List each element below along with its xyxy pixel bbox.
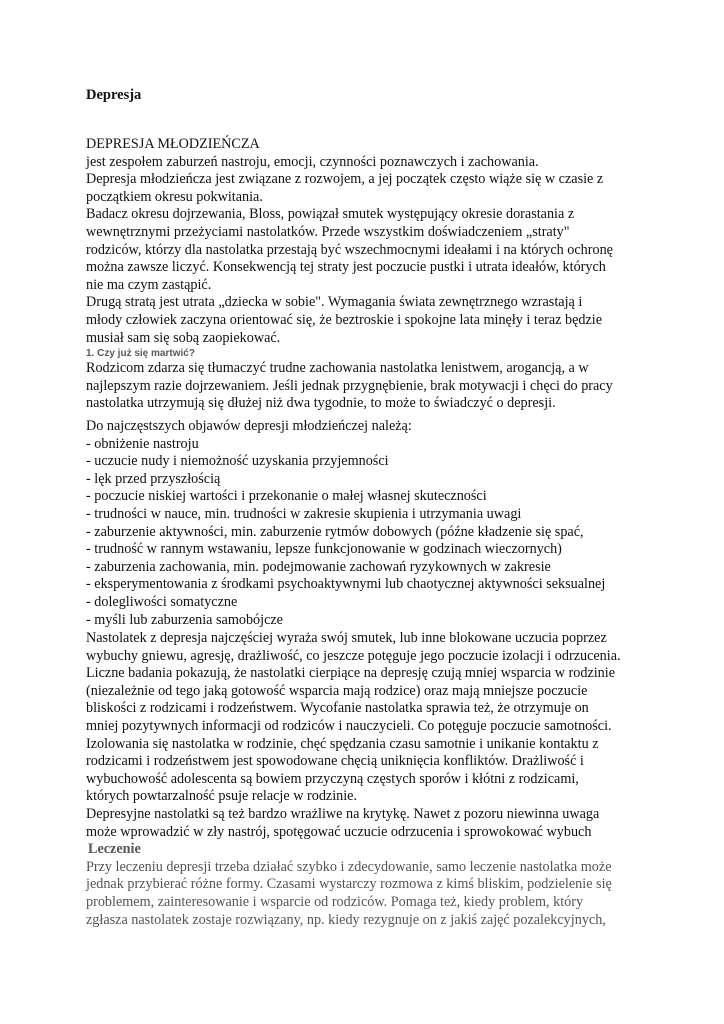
intro-line: jest zespołem zaburzeń nastroju, emocji, czynności poznawczych i zachowania. xyxy=(86,153,539,170)
intro-line: można zawsze liczyć. Konsekwencją tej straty jest poczucie pustki i utrata ideałów, których xyxy=(86,259,606,276)
worry-line: nastolatka utrzymują się dłużej niż dwa tygodnie, to może to świadczyć o depresji. xyxy=(86,395,556,412)
teen-line: mniej pozytywnych informacji od rodziców i nauczycieli. Co potęguje poczucie samotności. xyxy=(86,717,612,734)
intro-line: rodziców, którzy dla nastolatka przestają być wszechmocnymi ideałami i na których ochronę xyxy=(86,241,613,258)
intro-section xyxy=(86,136,666,413)
symptom-item: - trudności w nauce, min. trudności w zakresie skupienia i utrzymania uwagi xyxy=(86,505,522,522)
document-title: Depresja xyxy=(86,87,142,103)
teen-line: (niezależnie od tego jaką gotowość wsparcia mają rodzice) oraz mają mniejsze poczucie xyxy=(86,682,588,699)
symptom-item: - trudność w rannym wstawaniu, lepsze funkcjonowanie w godzinach wieczornych) xyxy=(86,541,562,558)
intro-line: początkiem okresu pokwitania. xyxy=(86,188,263,205)
symptom-item: - myśli lub zaburzenia samobójcze xyxy=(86,611,283,628)
teen-line: Izolowania się nastolatka w rodzinie, chęć spędzania czasu samotnie i unikanie kontaktu z xyxy=(86,735,599,752)
worry-line: Rodzicom zdarza się tłumaczyć trudne zachowania nastolatka lenistwem, arogancją, a w xyxy=(86,360,589,377)
symptom-item: - zaburzenie aktywności, min. zaburzenie rytmów dobowych (późne kładzenie się spać, xyxy=(86,523,584,540)
teen-line: rodzicami i rodzeństwem jest spowodowane chęcią uniknięcia konfliktów. Drażliwość i xyxy=(86,753,584,770)
intro-line: musiał sam się sobą zaopiekować. xyxy=(86,329,281,346)
symptom-item: - zaburzenia zachowania, min. podejmowanie zachowań ryzykownych w zakresie xyxy=(86,558,551,575)
intro-line: Depresja młodzieńcza jest związane z rozwojem, a jej początek często wiąże się w czasie z xyxy=(86,171,604,188)
intro-line: Badacz okresu dojrzewania, Bloss, powiązał smutek występujący okresie dorastania z xyxy=(86,206,575,223)
intro-line: nie ma czym zastąpić. xyxy=(86,276,212,293)
symptom-item: - eksperymentowania z środkami psychoaktywnymi lub chaotycznej aktywności seksualnej xyxy=(86,576,606,593)
teen-line: wybuchy gniewu, agresję, drażliwość, co jeszcze potęguje jego poczucie izolacji i odrzucenia. xyxy=(86,647,621,664)
teen-line: Depresyjne nastolatki są też bardzo wrażliwe na krytykę. Nawet z pozoru niewinna uwaga xyxy=(86,805,600,822)
symptom-item: - obniżenie nastroju xyxy=(86,435,199,452)
intro-line: wewnętrznymi przeżyciami nastolatków. Przede wszystkim doświadczeniem „straty" xyxy=(86,223,570,240)
teen-line: Nastolatek z depresja najczęściej wyraża swój smutek, lub inne blokowane uczucia poprzez xyxy=(86,630,607,646)
teen-line: wybuchowość adolescenta są bowiem przyczyną częstych sporów i kłótni z rodzicami, xyxy=(86,770,579,787)
intro-line: młody człowiek zaczyna orientować się, że beztroskie i spokojne lata minęły i teraz będzie xyxy=(86,311,603,328)
worry-line: najlepszym razie dojrzewaniem. Jeśli jednak przygnębienie, brak motywacji i chęci do pracy xyxy=(86,377,613,394)
symptom-item: - dolegliwości somatyczne xyxy=(86,593,238,610)
treatment-line: jednak przybierać różne formy. Czasami wystarczy rozmowa z kimś bliskim, podzielenie się xyxy=(86,876,612,893)
treatment-heading: Leczenie xyxy=(88,841,141,858)
symptoms-intro: Do najczęstszych objawów depresji młodzieńczej należą: xyxy=(86,418,412,434)
section-heading: DEPRESJA MŁODZIEŃCZA xyxy=(86,136,260,152)
symptom-item: - lęk przed przyszłością xyxy=(86,470,221,487)
treatment-line: Przy leczeniu depresji trzeba działać szybko i zdecydowanie, samo leczenie nastolatka może xyxy=(86,858,612,875)
teen-line: których powtarzalność psuje relacje w rodzinie. xyxy=(86,788,358,805)
treatment-line: zgłasza nastolatek zostaje rozwiązany, np. kiedy rezygnuje on z jakiś zajęć pozalekcyjnych, xyxy=(86,911,606,928)
teen-line: może wprowadzić w zły nastrój, spotęgować uczucie odrzucenia i sprowokować wybuch xyxy=(86,823,592,840)
symptoms-section xyxy=(86,418,666,629)
symptom-item: - uczucie nudy i niemożność uzyskania przyjemności xyxy=(86,453,389,470)
teen-line: Liczne badania pokazują, że nastolatki cierpiące na depresję czują mniej wsparcia w rodzinie xyxy=(86,665,616,682)
teen-line: bliskości z rodzicami i rodzeństwem. Wycofanie nastolatka sprawia też, że otrzymuje on xyxy=(86,700,589,717)
teen-section xyxy=(86,630,666,929)
intro-line: Drugą stratą jest utrata „dziecka w sobie". Wymagania świata zewnętrznego wzrastają i xyxy=(86,294,583,311)
subheading: 1. Czy już się martwić? xyxy=(86,348,195,360)
symptom-item: - poczucie niskiej wartości i przekonanie o małej własnej skuteczności xyxy=(86,488,487,505)
treatment-line: problemem, zainteresowanie i wsparcie od rodziców. Pomaga też, kiedy problem, który xyxy=(86,893,584,910)
